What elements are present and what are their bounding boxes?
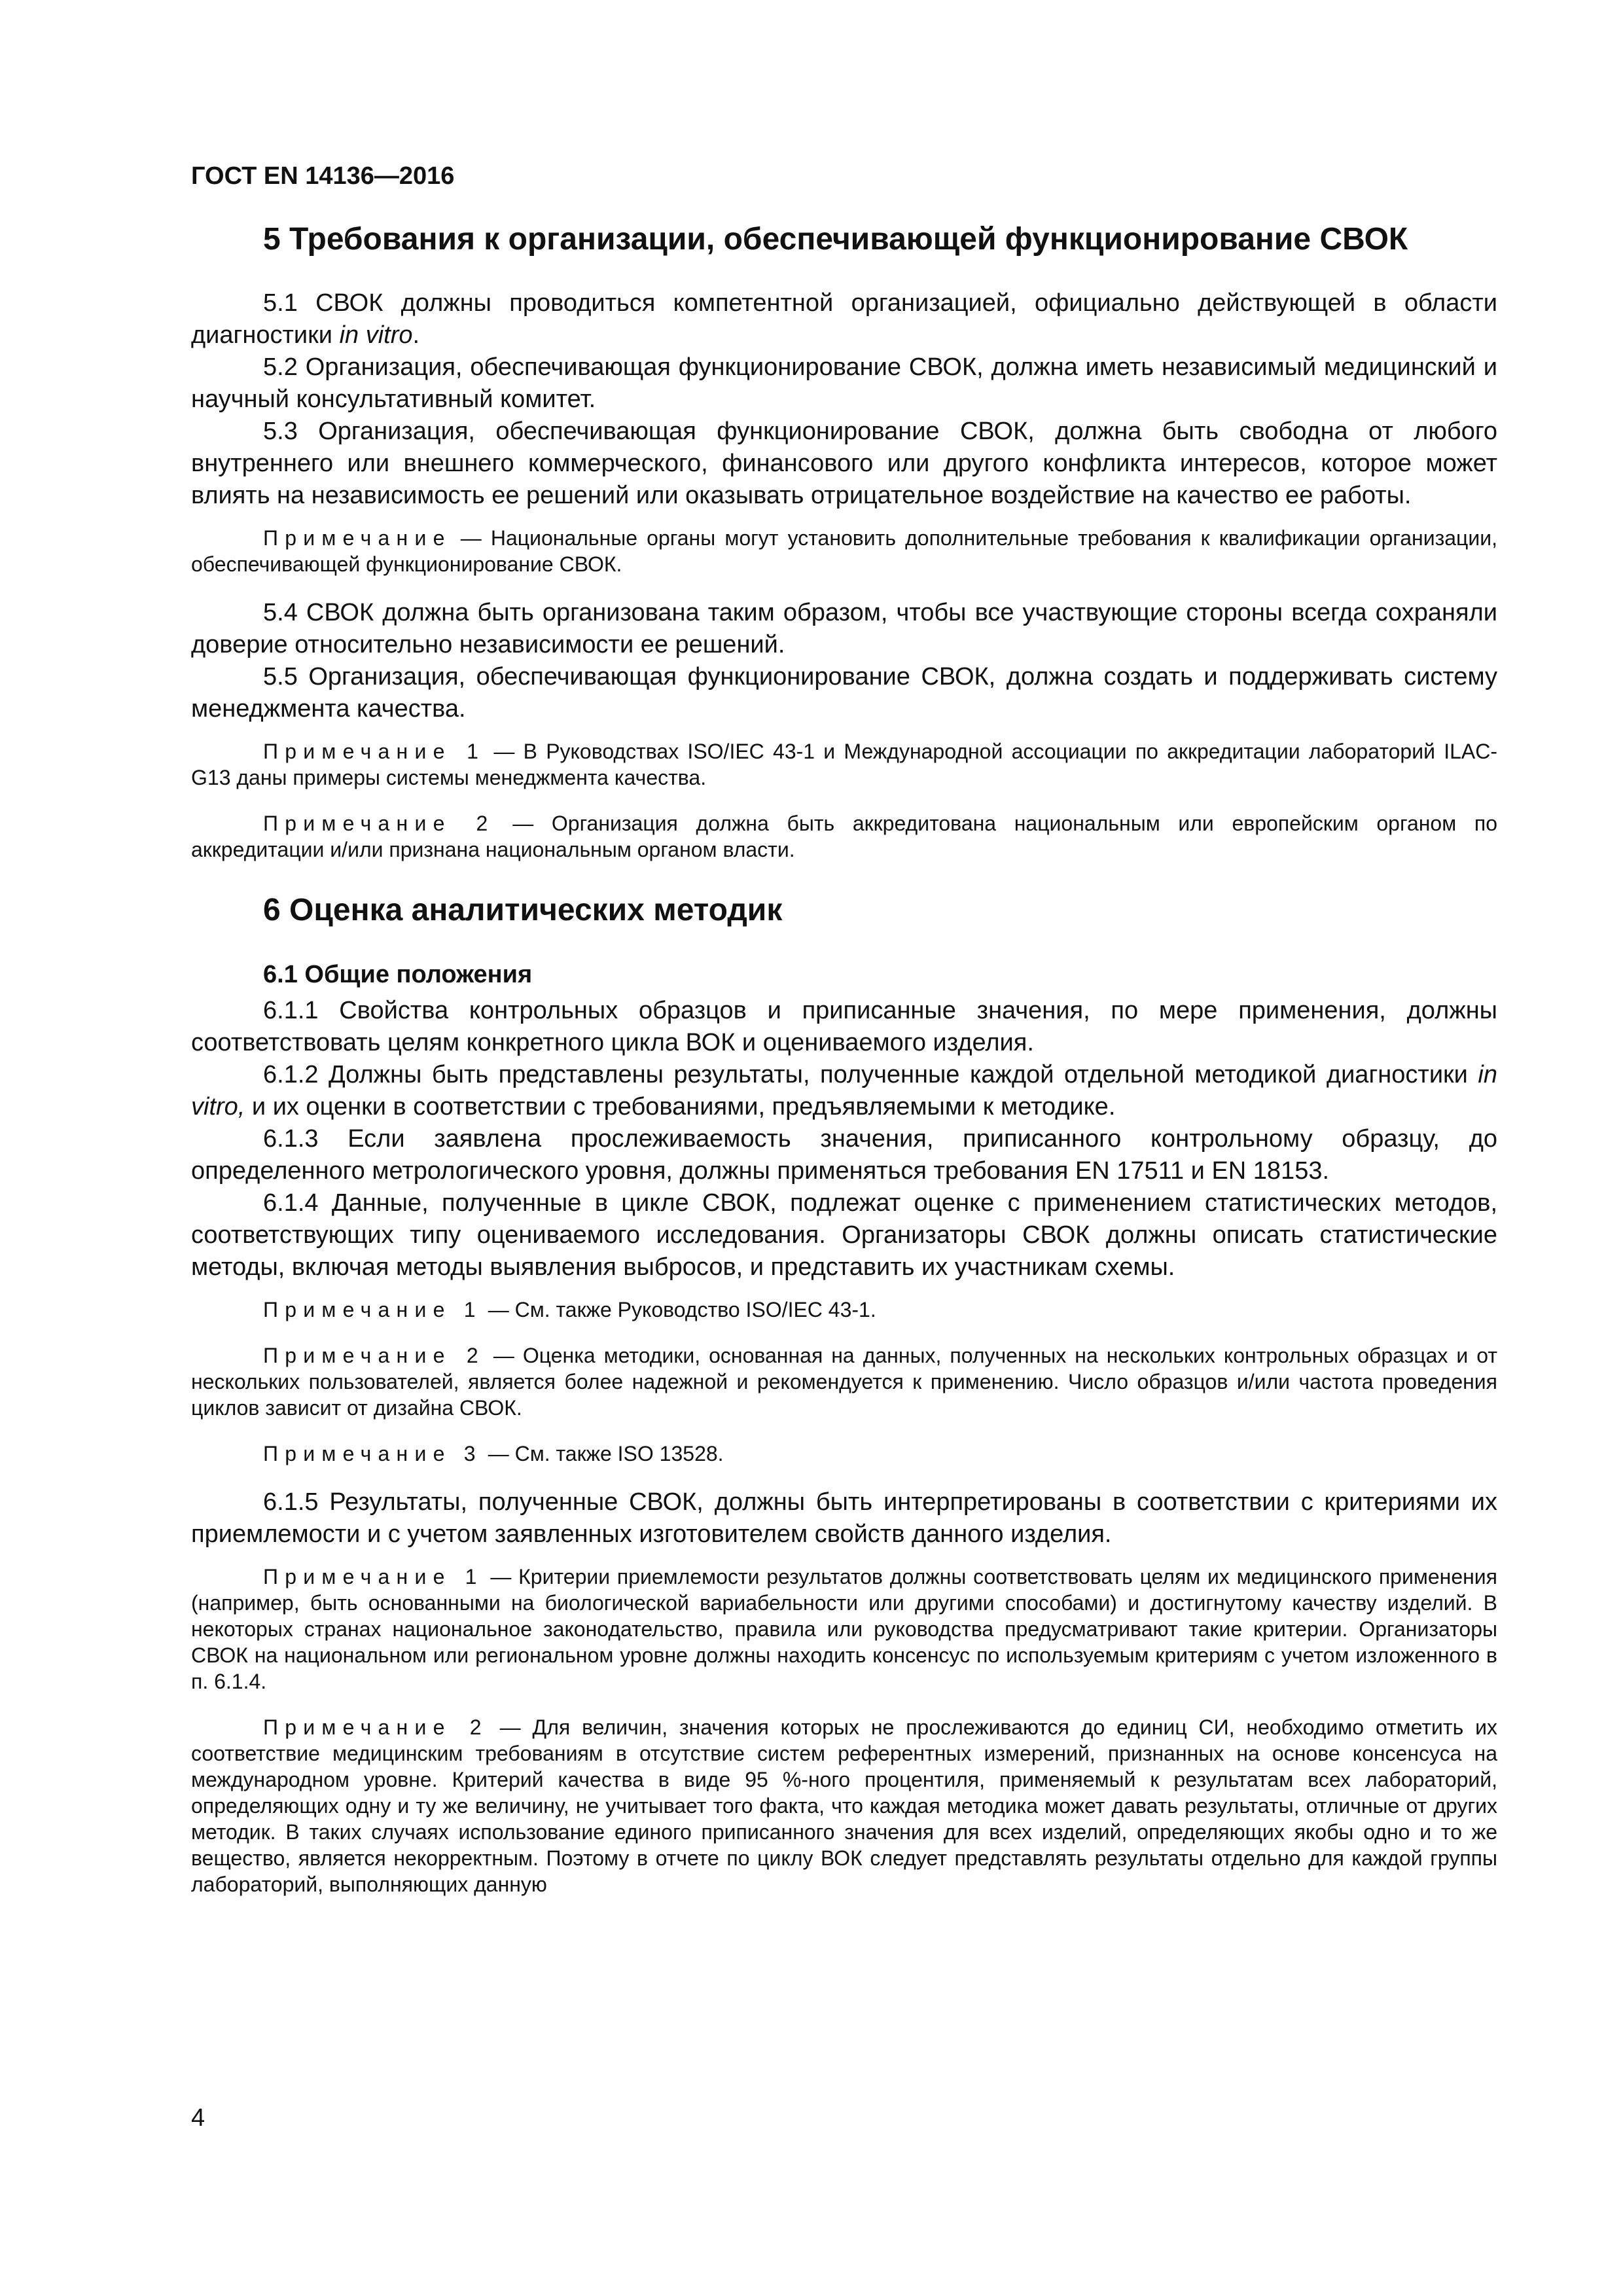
clause-6-1-2: 6.1.2 Должны быть представлены результаты, полученные каждой отдельной методикой диагностики in vitro, и их оценки в соответствии с требованиями, предъявляемыми к методике. (191, 1061, 1497, 1121)
note-6-1-5-2: Примечание 2 — Для величин, значения которых не прослеживаются до единиц СИ, необходимо отметить их соответствие медицинским требованиям в отсутствие систем референтных измерений, признанных на основе консенсуса на международном уровне. Критерий качества в виде 95 %-ного процентиля, применяемый к результатам всех лабораторий, определяющих одну и ту же величину, не учитывает того факта, что каждая методика может давать результаты, отличные от других методик. В таких случаях использование единого приписанного значения для всех изделий, определяющих якобы одно и то же вещество, является некорректным. Поэтому в отчете по циклу ВОК следует представлять результаты отдельно для каждой группы лабораторий, выполняющих данную (191, 1715, 1497, 1897)
page-number: 4 (191, 2104, 205, 2132)
document-header: ГОСТ EN 14136—2016 (191, 162, 455, 190)
page-content (191, 219, 1497, 1917)
clause-5-4: 5.4 СВОК должна быть организована таким образом, чтобы все участвующие стороны всегда сохраняли доверие относительно независимости ее решений. (191, 599, 1497, 659)
note-6-1-4-3: Примечание 3 — См. также ISO 13528. (263, 1442, 724, 1466)
clause-6-1-4: 6.1.4 Данные, полученные в цикле СВОК, подлежат оценке с применением статистических методов, соответствующих типу оцениваемого исследования. Организаторы СВОК должны описать статистические методы, включая методы выявления выбросов, и представить их участникам схемы. (191, 1189, 1497, 1282)
clause-6-1-1: 6.1.1 Свойства контрольных образцов и приписанные значения, по мере применения, должны соответствовать целям конкретного цикла ВОК и оцениваемого изделия. (191, 997, 1497, 1057)
note-6-1-5-1: Примечание 1 — Критерии приемлемости результатов должны соответствовать целям их медицинского применения (например, быть основанными на биологической вариабельности или другими способами) и достигнутому качеству изделий. В некоторых странах национальное законодательство, правила или руководства предусматривают такие критерии. Организаторы СВОК на национальном или региональном уровне должны находить консенсус по используемым критериям с учетом изложенного в п. 6.1.4. (191, 1565, 1497, 1694)
clause-5-3: 5.3 Организация, обеспечивающая функционирование СВОК, должна быть свободна от любого внутреннего или внешнего коммерческого, финансового или другого конфликта интересов, которое может влиять на независимость ее решений или оказывать отрицательное воздействие на качество ее работы. (191, 418, 1497, 510)
clause-5-5: 5.5 Организация, обеспечивающая функционирование СВОК, должна создать и поддерживать систему менеджмента качества. (191, 663, 1497, 723)
clause-5-1: 5.1 СВОК должны проводиться компетентной организацией, официально действующей в области диагностики in vitro. (191, 289, 1497, 350)
section-5-heading: 5 Требования к организации, обеспечивающей функционирование СВОК (263, 222, 1408, 257)
note-6-1-4-1: Примечание 1 — См. также Руководство ISO/IEC 43-1. (263, 1298, 876, 1322)
section-6-heading: 6 Оценка аналитических методик (263, 893, 783, 928)
note-5-5-2: Примечание 2 — Организация должна быть аккредитована национальным или европейским органом по аккредитации и/или признана национальным органом власти. (191, 812, 1497, 862)
subsection-6-1-heading: 6.1 Общие положения (263, 960, 533, 988)
clause-5-2: 5.2 Организация, обеспечивающая функционирование СВОК, должна иметь независимый медицинский и научный консультативный комитет. (191, 353, 1497, 414)
note-6-1-4-2: Примечание 2 — Оценка методики, основанная на данных, полученных на нескольких контрольных образцах и от нескольких пользователей, является более надежной и рекомендуется к применению. Число образцов и/или частота проведения циклов зависит от дизайна СВОК. (191, 1344, 1497, 1420)
note-5-3: Примечание — Национальные органы могут установить дополнительные требования к квалификации организации, обеспечивающей функционирование СВОК. (191, 526, 1497, 577)
clause-6-1-5: 6.1.5 Результаты, полученные СВОК, должны быть интерпретированы в соответствии с критериями их приемлемости и с учетом заявленных изготовителем свойств данного изделия. (191, 1488, 1497, 1549)
clause-6-1-3: 6.1.3 Если заявлена прослеживаемость значения, приписанного контрольному образцу, до определенного метрологического уровня, должны применяться требования EN 17511 и EN 18153. (191, 1125, 1497, 1185)
note-5-5-1: Примечание 1 — В Руководствах ISO/IEC 43-1 и Международной ассоциации по аккредитации лабораторий ILAC-G13 даны примеры системы менеджмента качества. (191, 740, 1497, 790)
